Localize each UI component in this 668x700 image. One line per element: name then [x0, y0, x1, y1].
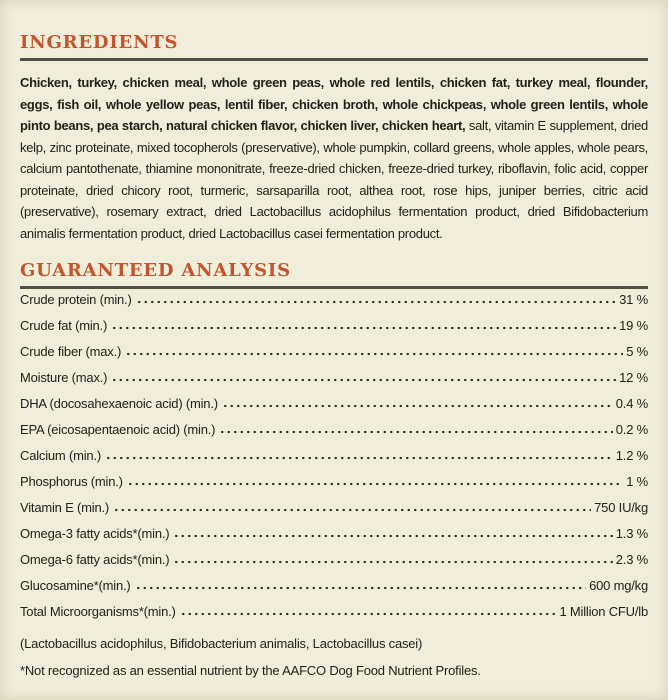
nutrient-value: 5 %: [626, 344, 648, 359]
analysis-row: [20, 422, 648, 448]
nutrient-label: Moisture (max.): [20, 370, 108, 385]
dot-leader: [173, 560, 612, 564]
ingredients-title: INGREDIENTS: [20, 32, 179, 53]
nutrient-value: 1 Million CFU/lb: [559, 604, 648, 619]
ingredients-divider: [20, 58, 648, 61]
nutrient-value: 1.2 %: [615, 448, 648, 463]
nutrient-value: 31 %: [619, 292, 648, 307]
nutrient-value: 750 IU/kg: [594, 500, 648, 515]
analysis-row: [20, 526, 648, 552]
analysis-row: [20, 370, 648, 396]
probiotics-note: (Lactobacillus acidophilus, Bifidobacterium animalis, Lactobacillus casei): [20, 636, 423, 651]
guaranteed-analysis-section: [20, 262, 648, 684]
dot-leader: [105, 456, 613, 460]
guaranteed-analysis-title: GUARANTEED ANALYSIS: [20, 260, 291, 281]
nutrient-value: 600 mg/kg: [589, 578, 648, 593]
ingredients-primary-list: Chicken, turkey, chicken meal, whole green peas, whole red lentils, chicken fat, turkey meal, flounder, eggs, fish oil, whole yellow peas, lentil fiber, chicken broth, whole chickpeas, whole green lentils, whole pinto beans, pea starch, natural chicken flavor, chicken liver, chicken heart,: [20, 75, 648, 133]
nutrient-label: Crude protein (min.): [20, 292, 132, 307]
nutrient-value: 1.3 %: [615, 526, 648, 541]
nutrient-value: 12 %: [619, 370, 648, 385]
analysis-row: [20, 500, 648, 526]
nutrient-value: 1 %: [626, 474, 648, 489]
dot-leader: [111, 378, 616, 382]
dot-leader: [113, 508, 591, 512]
nutrient-label: Omega-3 fatty acids*(min.): [20, 526, 170, 541]
analysis-row: [20, 448, 648, 474]
guaranteed-analysis-divider: [20, 286, 648, 289]
dog-food-label: [20, 34, 648, 684]
dot-leader: [135, 586, 587, 590]
dot-leader: [125, 352, 623, 356]
ingredients-section: [20, 34, 648, 244]
dot-leader: [180, 612, 557, 616]
analysis-row: [20, 396, 648, 422]
analysis-row: [20, 344, 648, 370]
dot-leader: [127, 482, 623, 486]
ingredients-text: [20, 72, 648, 244]
analysis-row: [20, 578, 648, 604]
nutrient-label: Crude fat (min.): [20, 318, 108, 333]
analysis-row: [20, 292, 648, 318]
nutrient-value: 2.3 %: [615, 552, 648, 567]
nutrient-label: EPA (eicosapentaenoic acid) (min.): [20, 422, 216, 437]
nutrient-value: 0.2 %: [615, 422, 648, 437]
dot-leader: [219, 430, 612, 434]
nutrient-label: Omega-6 fatty acids*(min.): [20, 552, 170, 567]
analysis-row: [20, 604, 648, 630]
nutrient-label: Calcium (min.): [20, 448, 101, 463]
analysis-row: [20, 552, 648, 578]
analysis-row: [20, 318, 648, 344]
nutrient-label: Glucosamine*(min.): [20, 578, 131, 593]
dot-leader: [173, 534, 612, 538]
aafco-footnote: *Not recognized as an essential nutrient by the AAFCO Dog Food Nutrient Profiles.: [20, 663, 481, 678]
dot-leader: [222, 404, 613, 408]
nutrient-label: Phosphorus (min.): [20, 474, 123, 489]
nutrient-value: 0.4 %: [615, 396, 648, 411]
nutrient-label: Vitamin E (min.): [20, 500, 110, 515]
nutrient-label: DHA (docosahexaenoic acid) (min.): [20, 396, 218, 411]
nutrient-label: Crude fiber (max.): [20, 344, 122, 359]
dot-leader: [111, 326, 616, 330]
nutrient-value: 19 %: [619, 318, 648, 333]
ingredients-secondary-list: salt, vitamin E supplement, dried kelp, zinc proteinate, mixed tocopherols (preservative), whole pumpkin, collard greens, whole apples, whole pears, calcium pantothenate, thiamine mononitrate, freeze-dried chicken, freeze-dried turkey, riboflavin, folic acid, copper proteinate, dried chicory root, turmeric, sarsaparilla root, althea root, rose hips, juniper berries, citric acid (preservative), rosemary extract, dried Lactobacillus acidophilus fermentation product, dried Bifidobacterium animalis fermentation product, dried Lactobacillus casei fermentation product.: [20, 118, 648, 241]
nutrient-label: Total Microorganisms*(min.): [20, 604, 176, 619]
analysis-row: [20, 474, 648, 500]
guaranteed-analysis-table: [20, 292, 648, 630]
dot-leader: [136, 300, 617, 304]
